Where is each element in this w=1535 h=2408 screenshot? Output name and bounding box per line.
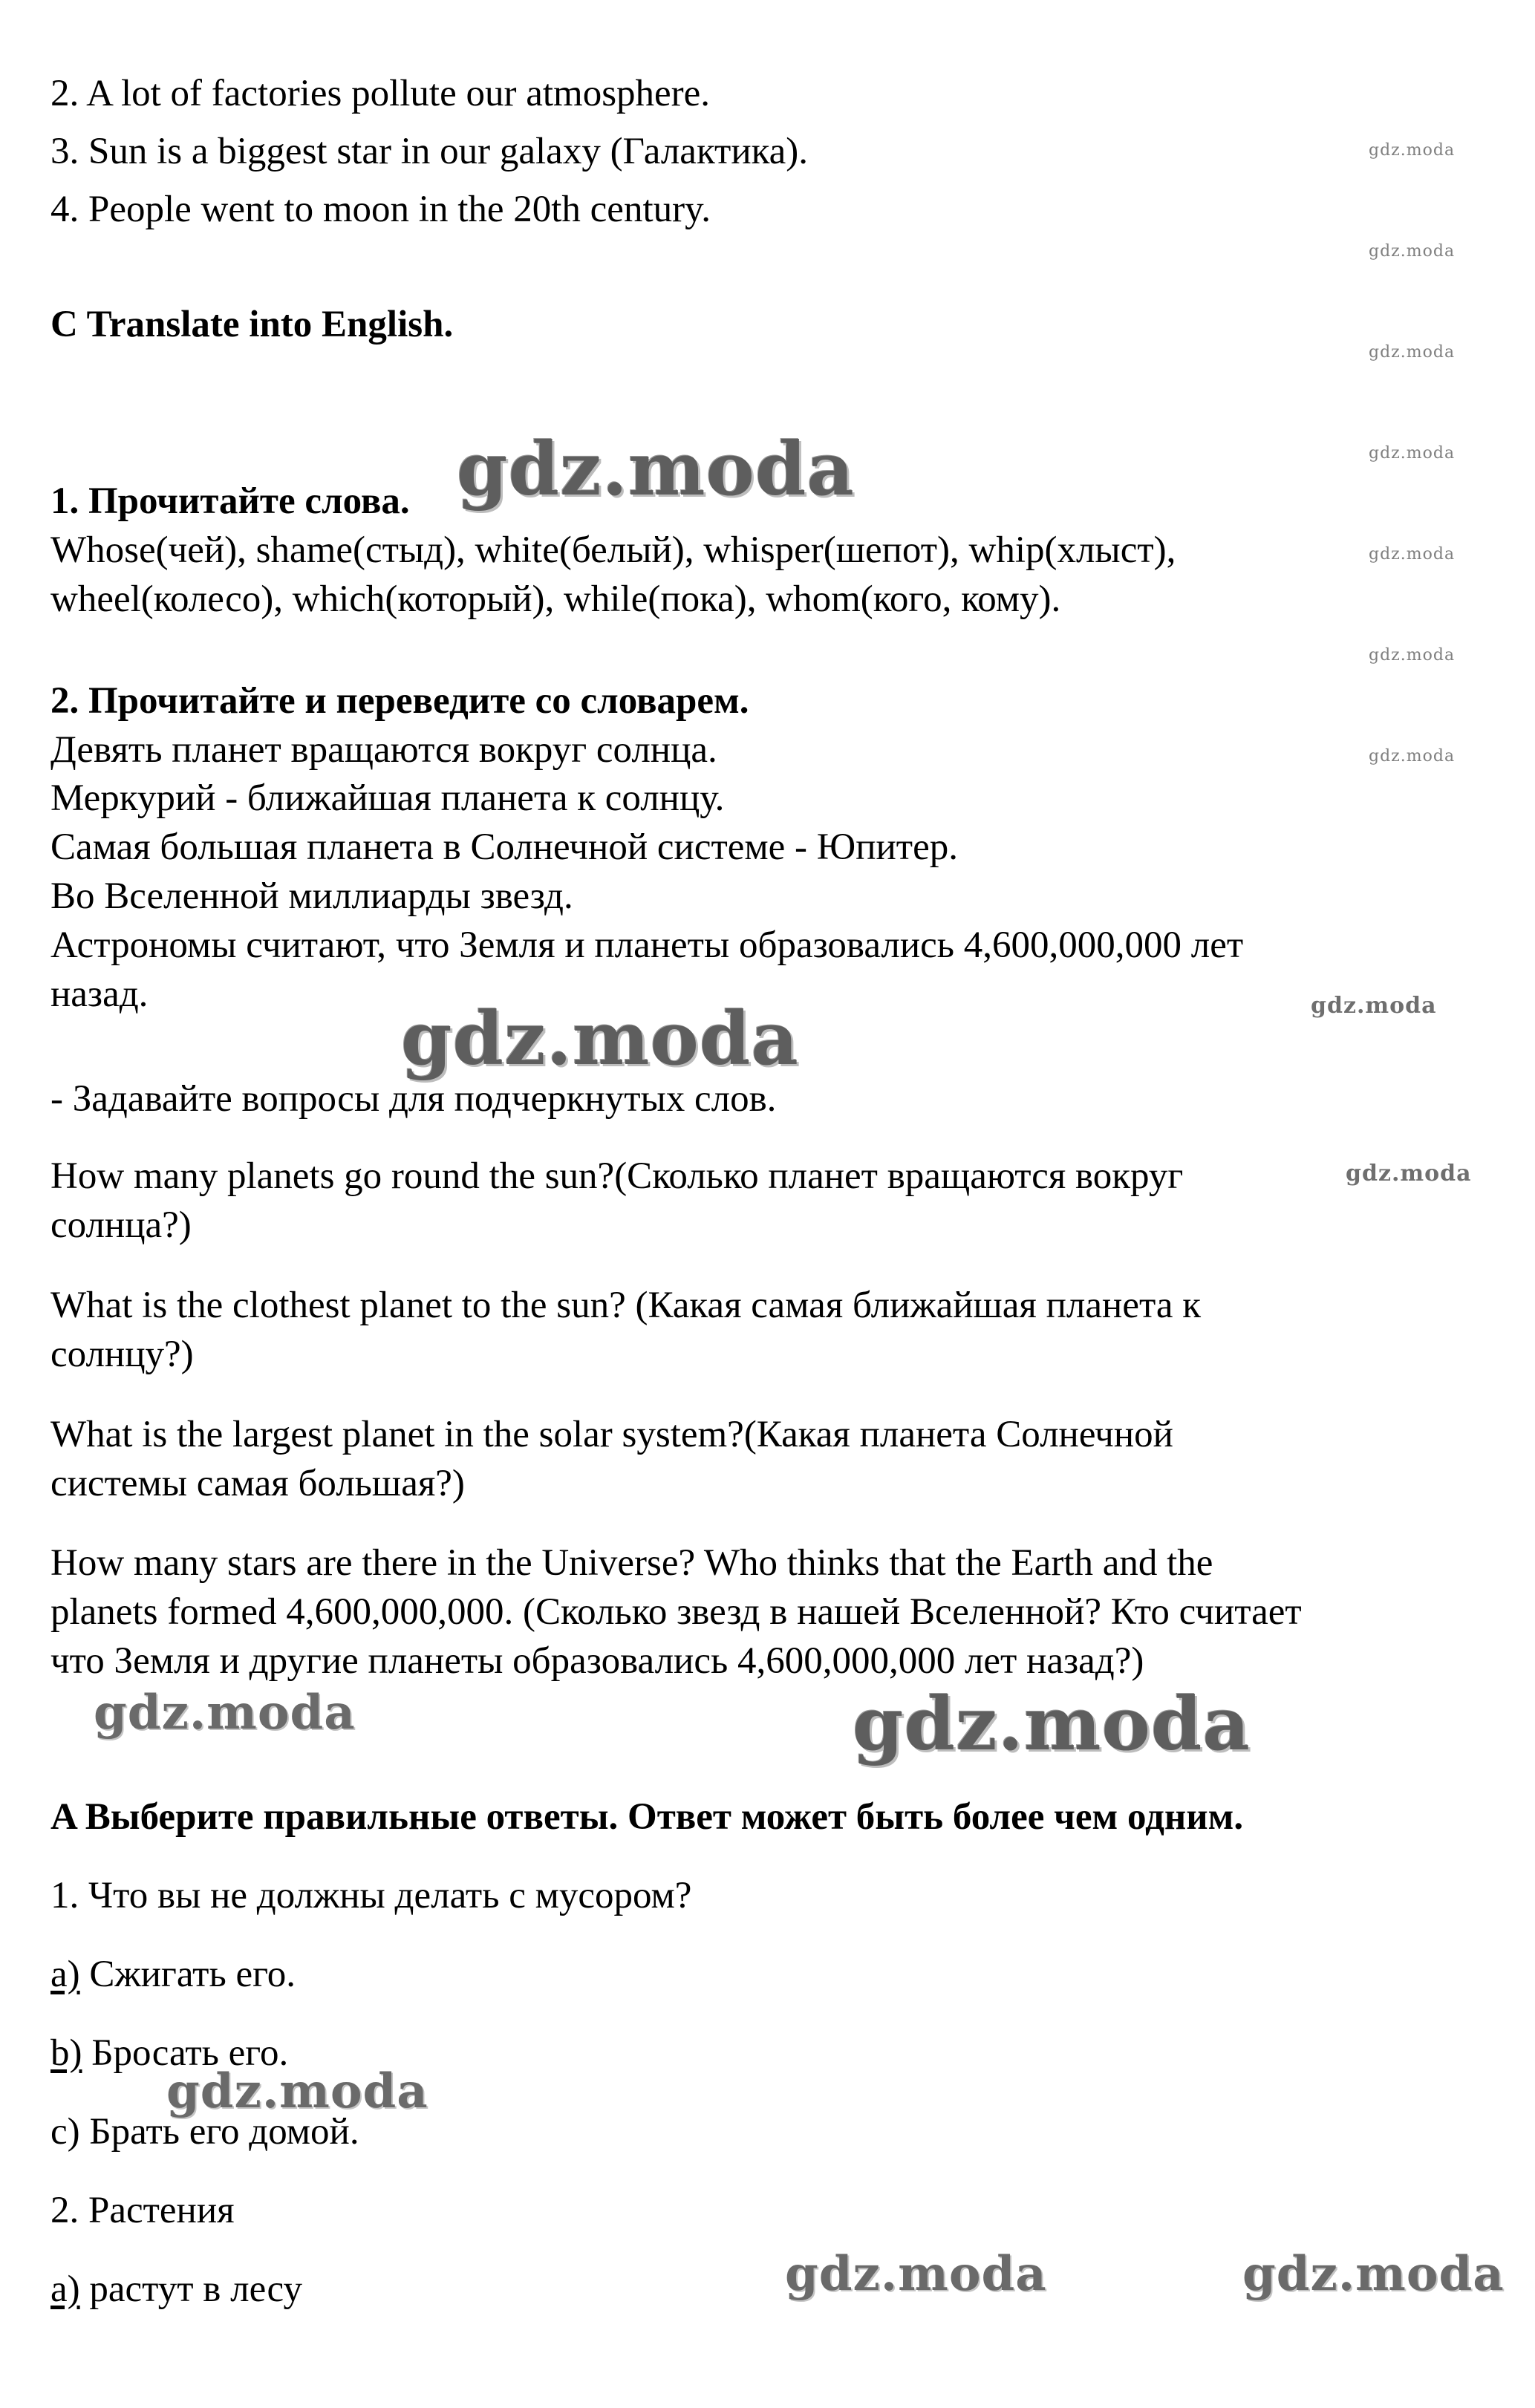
- task2-heading: 2. Прочитайте и переведите со словарем.: [50, 680, 749, 722]
- watermark-logo: gdz.moda: [853, 1682, 1251, 1767]
- watermark-logo: gdz.moda: [401, 996, 799, 1082]
- task2-line: Астрономы считают, что Земля и планеты образовались 4,600,000,000 лет: [50, 924, 1244, 966]
- task2-line: Девять планет вращаются вокруг солнца.: [50, 729, 717, 771]
- question-1: 1. Что вы не должны делать с мусором?: [50, 1875, 692, 1916]
- section-c-heading: C Translate into English.: [50, 304, 454, 345]
- qa-line: What is the clothest planet to the sun? (Какая самая ближайшая планета к: [50, 1285, 1202, 1326]
- task2-line: Самая большая планета в Солнечной системе - Юпитер.: [50, 826, 958, 868]
- exercise-b-line-3: 3. Sun is a biggest star in our galaxy (Галактика).: [50, 131, 808, 172]
- qa-line: системы самая большая?): [50, 1463, 465, 1504]
- qa-line: How many planets go round the sun?(Сколько планет вращаются вокруг: [50, 1155, 1184, 1197]
- task2-line: Меркурий - ближайшая планета к солнцу.: [50, 777, 725, 819]
- qa-line: солнца?): [50, 1204, 192, 1246]
- option-letter: a): [50, 2268, 80, 2310]
- watermark-logo: gdz.moda: [1369, 747, 1456, 766]
- qa-line: What is the largest planet in the solar system?(Какая планета Солнечной: [50, 1414, 1173, 1455]
- watermark-logo: gdz.moda: [785, 2246, 1047, 2302]
- watermark-logo: gdz.moda: [1346, 1161, 1472, 1187]
- qa-line: солнцу?): [50, 1334, 194, 1375]
- option-letter: b): [50, 2032, 82, 2074]
- question-2: 2. Растения: [50, 2190, 235, 2231]
- qa-line: How many stars are there in the Universe? Who thinks that the Earth and the: [50, 1542, 1213, 1584]
- watermark-logo: gdz.moda: [1242, 2246, 1505, 2302]
- option-text: растут в лесу: [79, 2268, 302, 2310]
- option-a: [50, 1951, 296, 1998]
- watermark-logo: gdz.moda: [1311, 993, 1437, 1019]
- option-letter: a): [50, 1954, 80, 1995]
- option-text: Брать его домой.: [79, 2111, 359, 2153]
- watermark-logo: gdz.moda: [1369, 646, 1456, 665]
- task1-heading: 1. Прочитайте слова.: [50, 480, 410, 522]
- task1-line: Whose(чей), shame(стыд), white(белый), whisper(шепот), whip(хлыст),: [50, 529, 1176, 571]
- watermark-logo: gdz.moda: [166, 2063, 428, 2119]
- task2-line: назад.: [50, 973, 149, 1015]
- section-a-heading: A Выберите правильные ответы. Ответ может быть более чем одним.: [50, 1796, 1244, 1838]
- task2-instruction: - Задавайте вопросы для подчеркнутых слов.: [50, 1078, 777, 1120]
- watermark-logo: gdz.moda: [1369, 343, 1456, 362]
- watermark-logo: gdz.moda: [1369, 545, 1456, 564]
- task1-line: wheel(колесо), which(который), while(пока), whom(кого, кому).: [50, 578, 1061, 620]
- watermark-logo: gdz.moda: [1369, 444, 1456, 463]
- watermark-logo: gdz.moda: [94, 1685, 356, 1740]
- watermark-logo: gdz.moda: [457, 427, 855, 512]
- option-a: [50, 2265, 302, 2313]
- qa-line: planets formed 4,600,000,000. (Сколько звезд в нашей Вселенной? Кто считает: [50, 1591, 1302, 1633]
- option-text: Сжигать его.: [79, 1954, 296, 1995]
- watermark-logo: gdz.moda: [1369, 242, 1456, 261]
- qa-line: что Земля и другие планеты образовались 4,600,000,000 лет назад?): [50, 1640, 1144, 1682]
- watermark-logo: gdz.moda: [1369, 141, 1456, 160]
- task2-line: Во Вселенной миллиарды звезд.: [50, 875, 573, 917]
- exercise-b-line-4: 4. People went to moon in the 20th century.: [50, 189, 711, 230]
- exercise-b-line-2: 2. A lot of factories pollute our atmosphere.: [50, 73, 711, 114]
- option-text: Бросать его.: [82, 2032, 289, 2074]
- option-letter: c): [50, 2111, 80, 2153]
